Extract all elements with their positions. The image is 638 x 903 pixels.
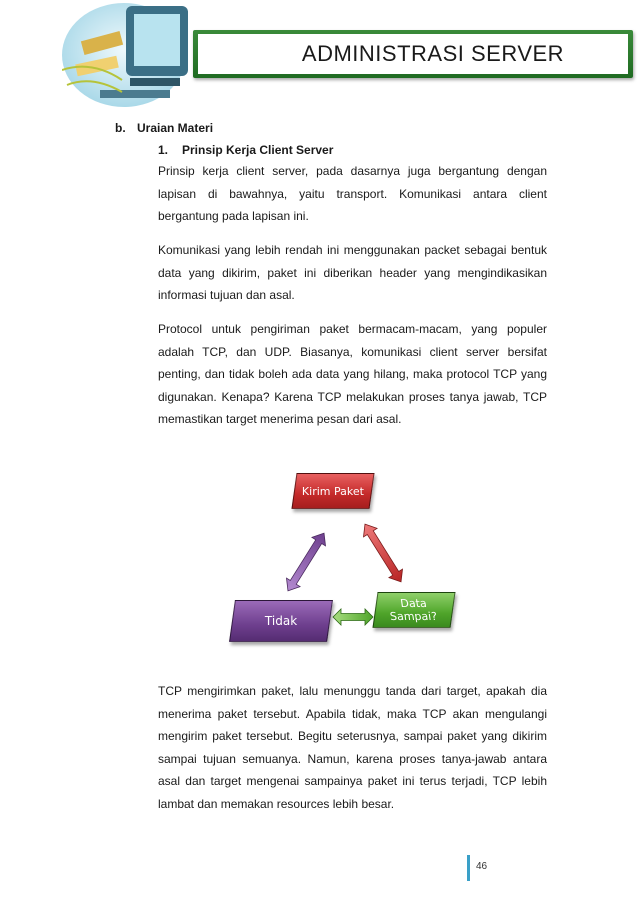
node-data-sampai-line1: Data (399, 597, 429, 610)
paragraph-1: Prinsip kerja client server, pada dasarnya juga bergantung dengan lapisan di bawahnya, yaitu transport. Komunikasi antara client bergantung pada lapisan ini. (158, 164, 547, 223)
paragraph-3: Protocol untuk pengiriman paket bermacam-macam, yang populer adalah TCP, dan UDP. Biasanya, komunikasi client server bersifat penting, dan tidak boleh ada data yang hilang, maka protocol TCP yang digunakan. Kenapa? Karena TCP melakukan proses tanya jawab, TCP memastikan target menerima pesan dari asal. (158, 322, 547, 426)
node-data-sampai-line2: Sampai? (389, 610, 439, 623)
node-data-sampai-label (390, 597, 437, 623)
section-title: Uraian Materi (137, 121, 214, 135)
paragraph-4: TCP mengirimkan paket, lalu menunggu tanda dari target, apakah dia menerima paket tersebut. Apabila tidak, maka TCP akan mengulangi mengirim paket tersebut. Begitu seterusnya, sampai paket yang dikirim sampai tujuan semuanya. Namun, karena proses tanya-jawab antara asal dan target mengenai sampainya paket ini terus terjadi, TCP lebih lambat dan memakan resources lebih besar. (158, 684, 547, 811)
node-tidak (229, 600, 333, 642)
node-data-sampai (372, 592, 455, 628)
node-kirim-paket-label: Kirim Paket (302, 484, 364, 498)
node-kirim-paket (291, 473, 374, 509)
page-number-bar (467, 855, 470, 881)
arrow-no-to-arrived (333, 609, 373, 625)
node-tidak-label: Tidak (264, 613, 298, 628)
page-title: ADMINISTRASI SERVER (301, 41, 565, 66)
page-number: 46 (476, 861, 488, 872)
subsection-number: 1. (158, 143, 169, 157)
subsection-title: Prinsip Kerja Client Server (182, 143, 334, 157)
section-label: b. (115, 121, 126, 135)
paragraph-2: Komunikasi yang lebih rendah ini menggunakan packet sebagai bentuk data yang dikirim, paket ini diberikan header yang mengindikasikan informasi tujuan dan asal. (158, 243, 547, 302)
arrow-send-to-no (281, 529, 331, 595)
arrow-send-to-arrived (358, 520, 408, 586)
